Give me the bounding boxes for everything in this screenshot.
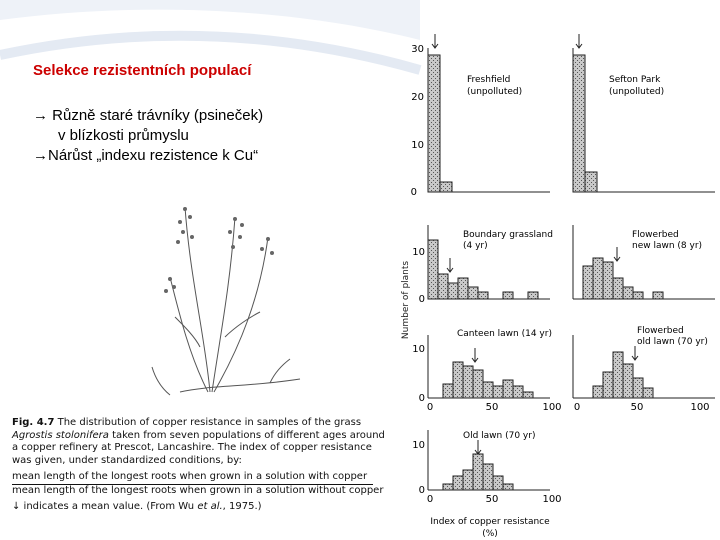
ytick-10-p7: 10	[412, 440, 425, 451]
panel-canteen-lawn	[412, 329, 561, 413]
panel-4-label-2: new lawn (8 yr)	[632, 241, 703, 251]
ytick-10-p3: 10	[412, 247, 425, 258]
bullet-2: →Nárůst „indexu rezistence k Cu“	[33, 147, 259, 164]
caption-species: Agrostis stolonifera	[12, 429, 109, 441]
panel-5-label-1: Canteen lawn (14 yr)	[457, 329, 552, 339]
caption-note-post: , 1975.)	[222, 500, 262, 512]
caption-numerator: mean length of the longest roots when grown in a solution with copper	[12, 471, 373, 485]
grass-plant-illustration	[150, 187, 305, 402]
panel-boundary-grassland	[412, 225, 553, 305]
caption-denominator: mean length of the longest roots when grown in a solution without copper	[12, 484, 384, 496]
ytick-0-p5: 0	[418, 393, 425, 404]
panel-flowerbed-new-lawn	[573, 225, 715, 299]
panel-2-label-1: Sefton Park	[609, 75, 661, 85]
x-axis-label: Index of copper resistance	[430, 517, 550, 527]
panel-6-label-2: old lawn (70 yr)	[637, 337, 708, 347]
ytick-0-p3: 0	[418, 294, 425, 305]
panel-flowerbed-old-lawn	[573, 326, 715, 413]
xtick-0-p6: 0	[573, 402, 581, 413]
ytick-10-p5: 10	[412, 344, 425, 355]
panel-3-label-2: (4 yr)	[463, 241, 488, 251]
caption-note-pre: ↓ indicates a mean value. (From Wu	[12, 500, 195, 512]
copper-resistance-histograms	[395, 30, 720, 540]
ytick-0-p7: 0	[418, 485, 425, 496]
xtick-100-p5: 100	[542, 402, 562, 413]
ytick-top-20: 20	[411, 92, 424, 103]
xtick-100-p6: 100	[690, 402, 710, 413]
panel-1-label-1: Freshfield	[467, 75, 511, 85]
panel-2-label-2: (unpolluted)	[609, 87, 665, 97]
bullet-1: → Různě staré trávníky (psineček)	[33, 107, 264, 124]
caption-line-1: The distribution of copper resistance in samples of the grass	[57, 417, 362, 428]
panel-sefton-park	[573, 34, 715, 192]
bullet-1-continuation: v blízkosti průmyslu	[58, 127, 189, 144]
figure-caption	[12, 417, 410, 513]
xtick-100-p7: 100	[542, 494, 562, 505]
ytick-top-0: 0	[410, 187, 417, 198]
ytick-top-10: 10	[411, 140, 424, 151]
ytick-top-30: 30	[411, 44, 424, 55]
panel-4-label-1: Flowerbed	[632, 230, 679, 240]
caption-note-etal: et al.	[197, 500, 223, 512]
panel-freshfield	[411, 34, 550, 198]
xtick-0-p7: 0	[426, 494, 434, 505]
xtick-50-p5: 50	[485, 402, 499, 413]
x-axis-unit: (%)	[482, 529, 498, 539]
caption-line-2: taken from seven populations of different ages around	[112, 429, 385, 441]
panel-old-lawn	[412, 430, 561, 505]
panel-1-label-2: (unpolluted)	[467, 87, 523, 97]
slide-title: Selekce rezistentních populací	[33, 62, 252, 79]
y-axis-label: Number of plants	[401, 260, 411, 340]
xtick-50-p6: 50	[630, 402, 644, 413]
panel-7-label-1: Old lawn (70 yr)	[463, 431, 536, 441]
bullet-list	[33, 106, 263, 166]
xtick-0-p5: 0	[426, 402, 434, 413]
caption-line-4: was given, under standardized conditions, by:	[12, 454, 242, 466]
panel-3-label-1: Boundary grassland	[463, 230, 553, 240]
caption-fig-label: Fig. 4.7	[12, 417, 55, 428]
caption-line-3: a copper refinery at Prescot, Lancashire. The index of copper resistance	[12, 442, 372, 454]
xtick-50-p7: 50	[485, 494, 499, 505]
panel-6-label-1: Flowerbed	[637, 326, 684, 336]
